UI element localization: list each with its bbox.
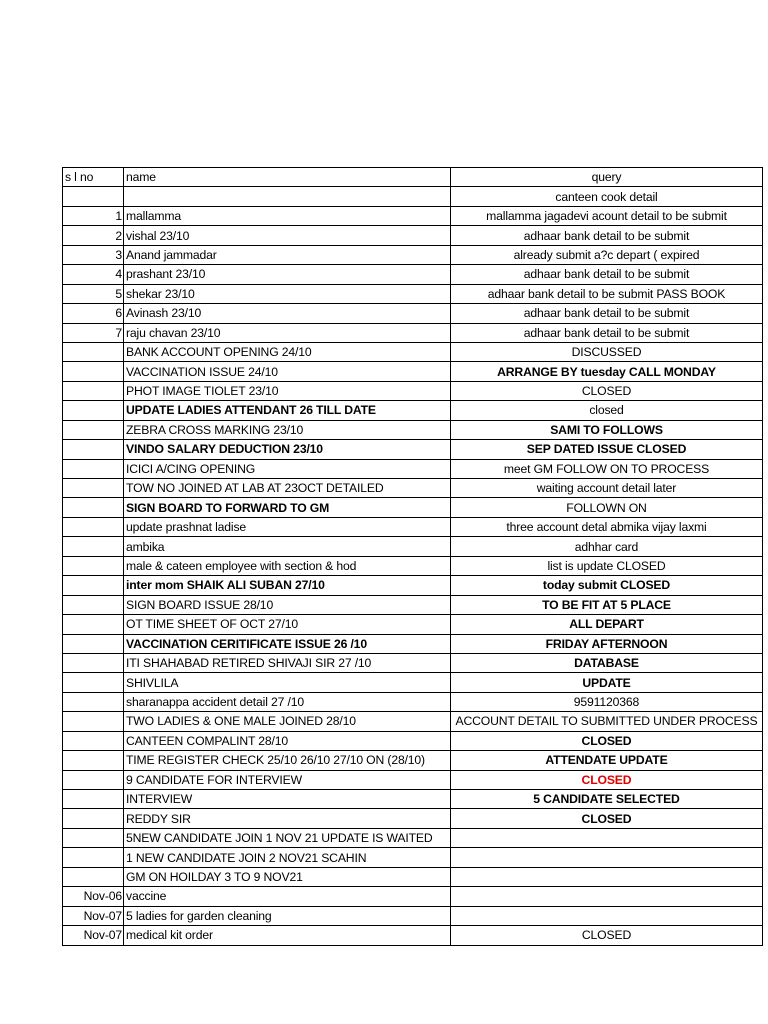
cell-query: already submit a?c depart ( expired <box>451 245 763 264</box>
cell-sno <box>63 712 124 731</box>
cell-name: VINDO SALARY DEDUCTION 23/10 <box>124 440 451 459</box>
cell-sno: 5 <box>63 284 124 303</box>
table-row <box>63 459 763 478</box>
query-table <box>62 167 763 946</box>
table-row <box>63 342 763 361</box>
cell-query: mallamma jagadevi acount detail to be submit <box>451 206 763 225</box>
cell-sno: 6 <box>63 304 124 323</box>
cell-sno <box>63 673 124 692</box>
cell-sno <box>63 615 124 634</box>
cell-name: vaccine <box>124 887 451 906</box>
table-row <box>63 673 763 692</box>
cell-name: SIGN BOARD TO FORWARD TO GM <box>124 498 451 517</box>
cell-sno <box>63 401 124 420</box>
cell-sno <box>63 498 124 517</box>
cell-query: ACCOUNT DETAIL TO SUBMITTED UNDER PROCESS <box>451 712 763 731</box>
cell-name: OT TIME SHEET OF OCT 27/10 <box>124 615 451 634</box>
cell-sno <box>63 187 124 206</box>
cell-query: ARRANGE BY tuesday CALL MONDAY <box>451 362 763 381</box>
cell-sno <box>63 362 124 381</box>
table-row <box>63 265 763 284</box>
cell-query: 5 CANDIDATE SELECTED <box>451 790 763 809</box>
cell-name: ITI SHAHABAD RETIRED SHIVAJI SIR 27 /10 <box>124 653 451 672</box>
cell-sno <box>63 440 124 459</box>
cell-name: 9 CANDIDATE FOR INTERVIEW <box>124 770 451 789</box>
table-row <box>63 712 763 731</box>
cell-query: waiting account detail later <box>451 479 763 498</box>
table-body <box>63 187 763 945</box>
table-row <box>63 420 763 439</box>
table-row <box>63 517 763 536</box>
cell-name: 5NEW CANDIDATE JOIN 1 NOV 21 UPDATE IS WAITED <box>124 828 451 847</box>
table-row <box>63 576 763 595</box>
table-row <box>63 634 763 653</box>
cell-sno <box>63 848 124 867</box>
cell-query <box>451 867 763 886</box>
table-row <box>63 362 763 381</box>
cell-name: male & cateen employee with section & hod <box>124 556 451 575</box>
cell-sno <box>63 576 124 595</box>
cell-name: TIME REGISTER CHECK 25/10 26/10 27/10 ON (28/10) <box>124 751 451 770</box>
cell-query: adhaar bank detail to be submit <box>451 265 763 284</box>
table-row <box>63 187 763 206</box>
cell-name: INTERVIEW <box>124 790 451 809</box>
cell-sno: Nov-07 <box>63 906 124 925</box>
cell-query <box>451 887 763 906</box>
cell-sno <box>63 381 124 400</box>
cell-name: inter mom SHAIK ALI SUBAN 27/10 <box>124 576 451 595</box>
cell-name: update prashnat ladise <box>124 517 451 536</box>
table-row <box>63 692 763 711</box>
cell-sno: 4 <box>63 265 124 284</box>
table-row <box>63 479 763 498</box>
cell-sno <box>63 653 124 672</box>
cell-name: VACCINATION CERITIFICATE ISSUE 26 /10 <box>124 634 451 653</box>
cell-query: FRIDAY AFTERNOON <box>451 634 763 653</box>
table-row <box>63 828 763 847</box>
cell-name: TWO LADIES & ONE MALE JOINED 28/10 <box>124 712 451 731</box>
table-row <box>63 206 763 225</box>
cell-query: canteen cook detail <box>451 187 763 206</box>
table-row <box>63 906 763 925</box>
table-row <box>63 867 763 886</box>
cell-query: CLOSED <box>451 731 763 750</box>
cell-name: Anand jammadar <box>124 245 451 264</box>
header-sno: s l no <box>63 168 124 187</box>
cell-sno: 7 <box>63 323 124 342</box>
cell-query <box>451 906 763 925</box>
cell-query <box>451 848 763 867</box>
cell-sno <box>63 459 124 478</box>
table-row <box>63 653 763 672</box>
table-row <box>63 790 763 809</box>
cell-name: 1 NEW CANDIDATE JOIN 2 NOV21 SCAHIN <box>124 848 451 867</box>
cell-sno <box>63 595 124 614</box>
header-row <box>63 168 763 187</box>
table-row <box>63 304 763 323</box>
header-query: query <box>451 168 763 187</box>
cell-name: shekar 23/10 <box>124 284 451 303</box>
table-row <box>63 615 763 634</box>
cell-query: TO BE FIT AT 5 PLACE <box>451 595 763 614</box>
cell-query: list is update CLOSED <box>451 556 763 575</box>
table-row <box>63 731 763 750</box>
cell-query: ATTENDATE UPDATE <box>451 751 763 770</box>
cell-sno <box>63 517 124 536</box>
table-row <box>63 284 763 303</box>
cell-query: closed <box>451 401 763 420</box>
cell-sno <box>63 809 124 828</box>
table-row <box>63 809 763 828</box>
table-row <box>63 926 763 945</box>
table-row <box>63 401 763 420</box>
cell-sno: Nov-07 <box>63 926 124 945</box>
table-row <box>63 381 763 400</box>
cell-name: 5 ladies for garden cleaning <box>124 906 451 925</box>
cell-sno: 1 <box>63 206 124 225</box>
cell-name: vishal 23/10 <box>124 226 451 245</box>
cell-query: SEP DATED ISSUE CLOSED <box>451 440 763 459</box>
table-row <box>63 323 763 342</box>
cell-name: PHOT IMAGE TIOLET 23/10 <box>124 381 451 400</box>
cell-name: GM ON HOILDAY 3 TO 9 NOV21 <box>124 867 451 886</box>
cell-name <box>124 187 451 206</box>
cell-name: BANK ACCOUNT OPENING 24/10 <box>124 342 451 361</box>
cell-query: adhhar card <box>451 537 763 556</box>
cell-query: adhaar bank detail to be submit PASS BOOK <box>451 284 763 303</box>
cell-query: CLOSED <box>451 770 763 789</box>
cell-name: UPDATE LADIES ATTENDANT 26 TILL DATE <box>124 401 451 420</box>
cell-name: ZEBRA CROSS MARKING 23/10 <box>124 420 451 439</box>
cell-sno <box>63 828 124 847</box>
cell-query: today submit CLOSED <box>451 576 763 595</box>
cell-name: prashant 23/10 <box>124 265 451 284</box>
spreadsheet <box>62 167 758 946</box>
cell-query: 9591120368 <box>451 692 763 711</box>
table-row <box>63 848 763 867</box>
table-row <box>63 537 763 556</box>
cell-name: ICICI A/CING OPENING <box>124 459 451 478</box>
cell-sno <box>63 867 124 886</box>
cell-query: meet GM FOLLOW ON TO PROCESS <box>451 459 763 478</box>
cell-name: raju chavan 23/10 <box>124 323 451 342</box>
cell-query: CLOSED <box>451 809 763 828</box>
cell-sno <box>63 537 124 556</box>
cell-sno <box>63 751 124 770</box>
cell-sno <box>63 770 124 789</box>
cell-query: DISCUSSED <box>451 342 763 361</box>
table-row <box>63 245 763 264</box>
cell-name: SHIVLILA <box>124 673 451 692</box>
table-row <box>63 226 763 245</box>
cell-query: adhaar bank detail to be submit <box>451 226 763 245</box>
cell-query: SAMI TO FOLLOWS <box>451 420 763 439</box>
table-row <box>63 440 763 459</box>
table-row <box>63 751 763 770</box>
cell-sno: 2 <box>63 226 124 245</box>
cell-name: VACCINATION ISSUE 24/10 <box>124 362 451 381</box>
cell-name: ambika <box>124 537 451 556</box>
cell-query: ALL DEPART <box>451 615 763 634</box>
cell-name: mallamma <box>124 206 451 225</box>
cell-query: DATABASE <box>451 653 763 672</box>
cell-query: three account detal abmika vijay laxmi <box>451 517 763 536</box>
cell-name: CANTEEN COMPALINT 28/10 <box>124 731 451 750</box>
table-row <box>63 887 763 906</box>
cell-name: SIGN BOARD ISSUE 28/10 <box>124 595 451 614</box>
cell-sno <box>63 634 124 653</box>
header-name: name <box>124 168 451 187</box>
table-row <box>63 595 763 614</box>
cell-name: Avinash 23/10 <box>124 304 451 323</box>
cell-query: adhaar bank detail to be submit <box>451 304 763 323</box>
cell-sno <box>63 342 124 361</box>
cell-query: FOLLOWN ON <box>451 498 763 517</box>
cell-sno <box>63 790 124 809</box>
cell-sno <box>63 692 124 711</box>
cell-name: REDDY SIR <box>124 809 451 828</box>
cell-sno <box>63 556 124 575</box>
cell-sno: Nov-06 <box>63 887 124 906</box>
cell-name: medical kit order <box>124 926 451 945</box>
cell-query: adhaar bank detail to be submit <box>451 323 763 342</box>
cell-query: UPDATE <box>451 673 763 692</box>
cell-sno: 3 <box>63 245 124 264</box>
table-row <box>63 556 763 575</box>
table-row <box>63 498 763 517</box>
cell-name: sharanappa accident detail 27 /10 <box>124 692 451 711</box>
cell-query <box>451 828 763 847</box>
cell-name: TOW NO JOINED AT LAB AT 23OCT DETAILED <box>124 479 451 498</box>
table-row <box>63 770 763 789</box>
cell-sno <box>63 479 124 498</box>
cell-sno <box>63 420 124 439</box>
cell-query: CLOSED <box>451 381 763 400</box>
cell-sno <box>63 731 124 750</box>
cell-query: CLOSED <box>451 926 763 945</box>
